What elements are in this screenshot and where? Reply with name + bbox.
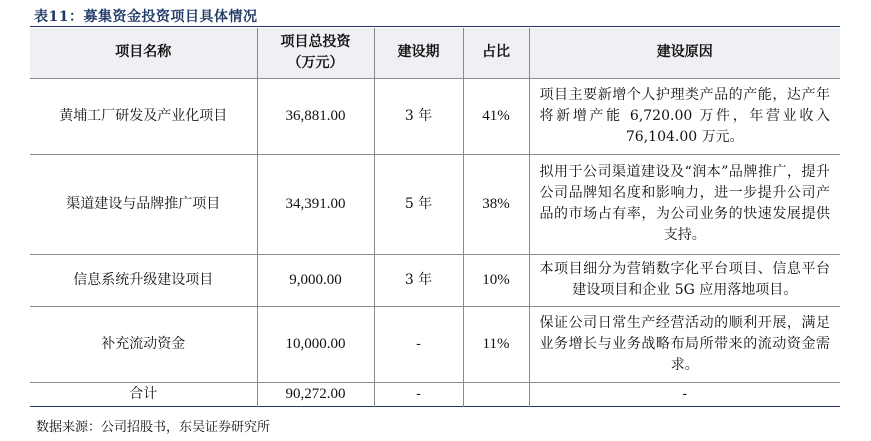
header-ratio: 占比: [463, 28, 529, 78]
period-value: -: [374, 306, 463, 382]
project-name: 黄埔工厂研发及产业化项目: [59, 107, 228, 124]
ratio-value: 41%: [463, 78, 529, 154]
header-investment: [257, 28, 374, 78]
total-ratio: [463, 382, 529, 406]
period-value: 5 年: [374, 154, 463, 254]
top-rule: [30, 26, 840, 27]
period-value: 3 年: [374, 78, 463, 154]
total-investment: 90,272.00: [257, 382, 374, 406]
table-row: [30, 154, 840, 254]
investment-value: 9,000.00: [257, 254, 374, 306]
ratio-value: 10%: [463, 254, 529, 306]
table-title: 表11：募集资金投资项目具体情况: [34, 9, 258, 25]
header-investment-line1: 项目总投资: [280, 33, 351, 50]
table-row: [30, 306, 840, 382]
investment-value: 10,000.00: [257, 306, 374, 382]
total-label: 合计: [129, 385, 158, 402]
total-reason: -: [529, 382, 840, 406]
project-name: 信息系统升级建设项目: [73, 271, 214, 288]
reason-text: 本项目细分为营销数字化平台项目、信息平台建设项目和企业 5G 应用落地项目。: [529, 254, 840, 306]
header-period: 建设期: [374, 28, 463, 78]
table-row: [30, 254, 840, 306]
investment-value: 36,881.00: [257, 78, 374, 154]
total-row: [30, 382, 840, 406]
investment-table: [30, 28, 840, 407]
table-row: [30, 78, 840, 154]
reason-text: 保证公司日常生产经营活动的顺利开展，满足业务增长与业务战略布局所带来的流动资金需求。: [529, 306, 840, 382]
header-row: [30, 28, 840, 78]
header-investment-line2: （万元）: [287, 54, 344, 71]
investment-value: 34,391.00: [257, 154, 374, 254]
project-name: 渠道建设与品牌推广项目: [66, 195, 221, 212]
ratio-value: 38%: [463, 154, 529, 254]
header-project: 项目名称: [30, 28, 257, 78]
period-value: 3 年: [374, 254, 463, 306]
total-period: -: [374, 382, 463, 406]
reason-text: 项目主要新增个人护理类产品的产能，达产年将新增产能 6,720.00 万件，年营业收入 76,104.00 万元。: [529, 78, 840, 154]
reason-text: 拟用于公司渠道建设及“润本”品牌推广，提升公司品牌知名度和影响力，进一步提升公司产品的市场占有率，为公司业务的快速发展提供支持。: [529, 154, 840, 254]
ratio-value: 11%: [463, 306, 529, 382]
header-reason: 建设原因: [529, 28, 840, 78]
project-name: 补充流动资金: [101, 335, 186, 352]
data-source-note: 数据来源：公司招股书，东吴证券研究所: [36, 420, 271, 435]
